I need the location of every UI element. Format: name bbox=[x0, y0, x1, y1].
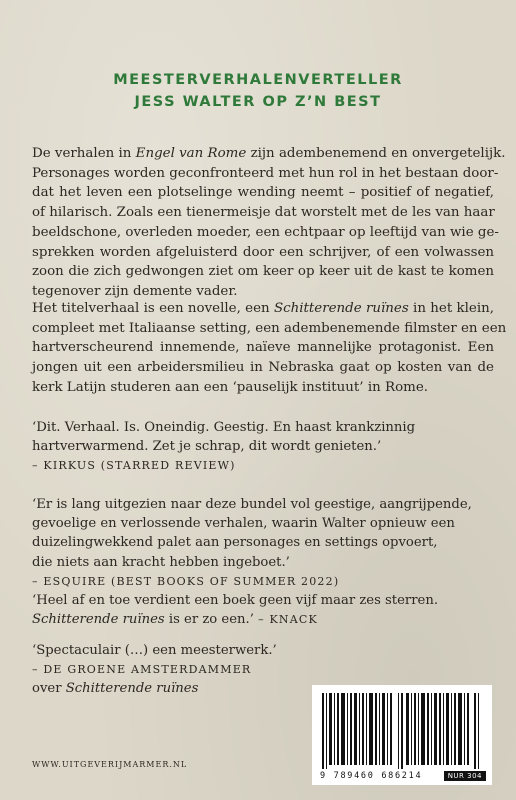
paragraph-line: Personages worden geconfronteerd met hun rol in het bestaan door- bbox=[32, 165, 499, 181]
quote-line: gevoelige en verlossende verhalen, waarin Walter opnieuw een bbox=[32, 516, 455, 532]
quote-source: – DE GROENE AMSTERDAMMER bbox=[32, 663, 252, 677]
book-title-italic: Engel van Rome bbox=[135, 146, 247, 161]
book-title-italic: Schitterende ruïnes bbox=[65, 681, 199, 697]
paragraph-line: tegenover zijn demente vader. bbox=[32, 283, 238, 299]
quote-source: – ESQUIRE (BEST BOOKS OF SUMMER 2022) bbox=[32, 574, 340, 588]
quote-source: – KNACK bbox=[258, 613, 318, 627]
review-quote-kirkus bbox=[32, 418, 502, 476]
paragraph-line: of hilarisch. Zoals een tienermeisje dat worstelt met de les van haar bbox=[32, 205, 495, 221]
quote-line: die niets aan kracht hebben ingeboet.’ bbox=[32, 554, 290, 570]
text-span: is er zo een.’ bbox=[164, 612, 259, 628]
quote-line: ‘Heel af en toe verdient een boek geen vijf maar zes sterren. bbox=[32, 593, 439, 608]
nur-code: NUR 304 bbox=[444, 771, 486, 781]
paragraph-line: beeldschone, overleden moeder, een echtpaar op leeftijd van wie ge- bbox=[32, 224, 499, 240]
paragraph-line: zoon die zich gedwongen ziet om keer op keer uit de kast te komen bbox=[32, 264, 494, 280]
paragraph-line: dat het leven een plotselinge wending neemt – positief of negatief, bbox=[32, 185, 494, 201]
quote-line: ‘Spectaculair (…) een meesterwerk.’ bbox=[32, 643, 277, 658]
review-quote-knack bbox=[32, 591, 502, 629]
text-span: over bbox=[32, 681, 66, 697]
paragraph-line: compleet met Italiaanse setting, een adembenemende filmster en een bbox=[32, 320, 507, 336]
description-paragraph-1 bbox=[32, 144, 506, 302]
book-title-italic: Schitterende ruïnes bbox=[273, 301, 409, 316]
publisher-website: WWW.UITGEVERIJMARMER.NL bbox=[32, 760, 188, 769]
tagline-line-2: JESS WALTER OP Z’N BEST bbox=[134, 94, 382, 110]
paragraph-line: sprekken worden afgeluisterd door een schrijver, of een volwassen bbox=[32, 244, 494, 260]
barcode-bars bbox=[320, 693, 484, 769]
quote-line bbox=[32, 610, 502, 629]
paragraph-line bbox=[32, 299, 494, 319]
quote-line: hartverwarmend. Zet je schrap, dit wordt genieten.’ bbox=[32, 439, 382, 455]
description-paragraph-2 bbox=[32, 299, 507, 398]
quote-line: duizelingwekkend palet aan personages en settings opvoert, bbox=[32, 535, 438, 551]
quote-line: ‘Er is lang uitgezien naar deze bundel vol geestige, aangrijpende, bbox=[32, 497, 472, 512]
paragraph-line bbox=[32, 144, 506, 164]
text-span: Het titelverhaal is een novelle, een bbox=[32, 301, 274, 316]
isbn-barcode bbox=[312, 685, 492, 785]
book-title-italic: Schitterende ruïnes bbox=[32, 612, 165, 628]
tagline-line-1: MEESTERVERHALENVERTELLER bbox=[113, 72, 403, 88]
quote-source: – KIRKUS (STARRED REVIEW) bbox=[32, 459, 236, 473]
paragraph-line: hartverscheurend innemende, naïeve mannelijke protagonist. Een bbox=[32, 340, 494, 356]
paragraph-line: kerk Latijn studeren aan een ‘pauselijk instituut’ in Rome. bbox=[32, 379, 429, 395]
paragraph-line: jongen uit een arbeidersmilieu in Nebraska gaat op kosten van de bbox=[32, 360, 494, 376]
quote-line: ‘Dit. Verhaal. Is. Oneindig. Geestig. En haast krankzinnig bbox=[32, 420, 416, 435]
isbn-number: 9 789460 686214 bbox=[320, 771, 423, 781]
text-span: in het klein, bbox=[408, 301, 495, 316]
text-span: De verhalen in bbox=[32, 146, 136, 161]
text-span: zijn adembenemend en onvergetelijk. bbox=[246, 146, 506, 161]
review-quote-esquire bbox=[32, 495, 502, 591]
